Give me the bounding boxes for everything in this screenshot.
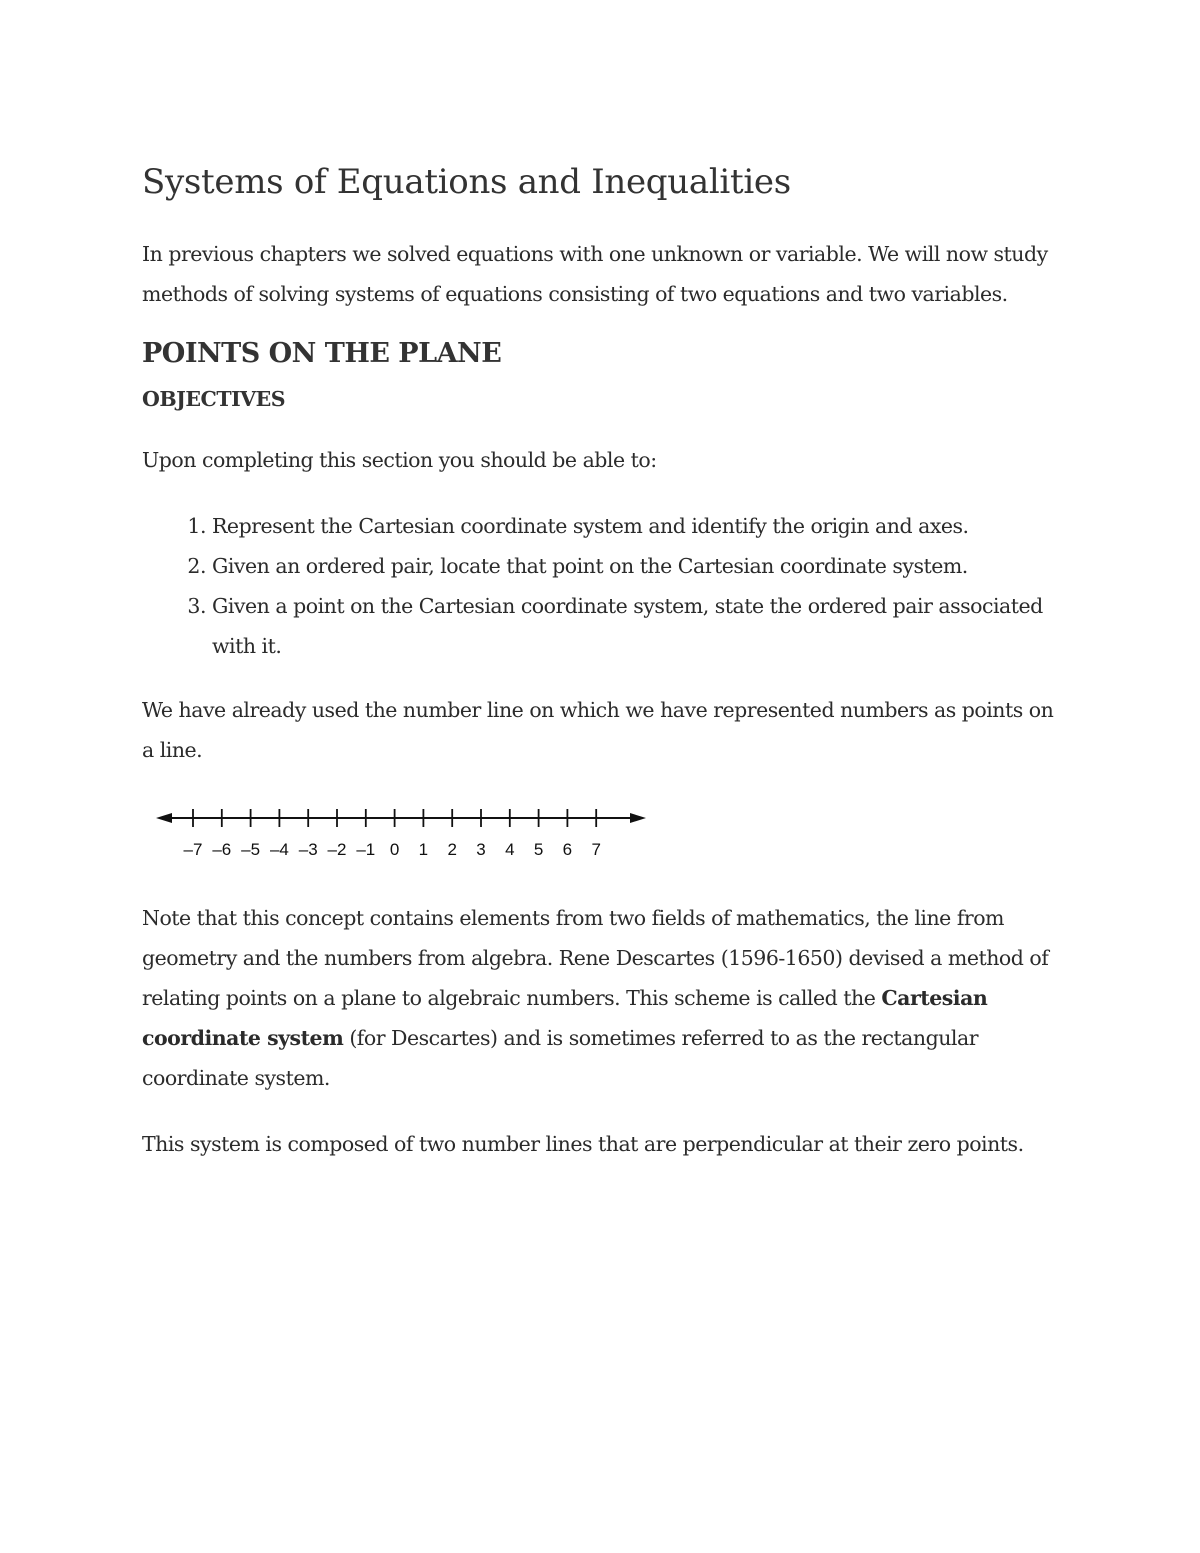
document-page [142,160,1062,1164]
number-line-label: –3 [298,839,318,859]
note-text-end: (for Descartes) and is sometimes referred to as the rectangular coordinate system. [142,1025,978,1090]
number-line-label: –6 [212,839,232,859]
number-line-label: 5 [533,839,544,859]
objectives-lead: Upon completing this section you should be able to: [142,447,657,472]
note-paragraph [142,898,1062,1098]
number-line-label: –2 [327,839,347,859]
number-line-svg [148,794,658,862]
number-line-label: –4 [269,839,289,859]
arrow-left-icon [156,813,172,823]
objectives-heading: OBJECTIVES [142,387,286,412]
number-line-figure [148,794,658,862]
number-line-label: –5 [241,839,261,859]
arrow-right-icon [630,813,646,823]
number-line-label: –1 [356,839,376,859]
note-bold-term: Cartesian coordinate system [142,985,988,1050]
number-line-label: –7 [183,839,203,859]
closing-paragraph: This system is composed of two number lines that are perpendicular at their zero points. [142,1131,1024,1156]
page-title: Systems of Equations and Inequalities [142,162,791,202]
number-line-label: 6 [562,839,573,859]
section-heading: POINTS ON THE PLANE [142,338,502,370]
number-line-intro: We have already used the number line on which we have represented numbers as points on a line. [142,697,1054,762]
intro-paragraph: In previous chapters we solved equations with one unknown or variable. We will now study methods of solving systems of equations consisting of two equations and two variables. [142,242,1048,307]
note-text: Note that this concept contains elements from two fields of mathematics, the line from geometry and the numbers from algebra. Rene Descartes (1596-1650) devised a method of relating points on a plane to algebraic numbers. This scheme is called the [142,905,1049,1010]
objective-item: 3. Given a point on the Cartesian coordinate system, state the ordered pair associated with it. [212,586,1062,666]
number-line-label: 1 [418,839,429,859]
number-line-label: 3 [476,839,486,859]
objective-item: 1. Represent the Cartesian coordinate system and identify the origin and axes. [212,506,1062,546]
objective-item: 2. Given an ordered pair, locate that point on the Cartesian coordinate system. [212,546,1062,586]
number-line-label: 4 [505,839,515,859]
number-line-label: 0 [389,839,400,859]
number-line-label: 7 [591,839,601,859]
objectives-list [142,506,1062,666]
number-line-label: 2 [447,839,457,859]
